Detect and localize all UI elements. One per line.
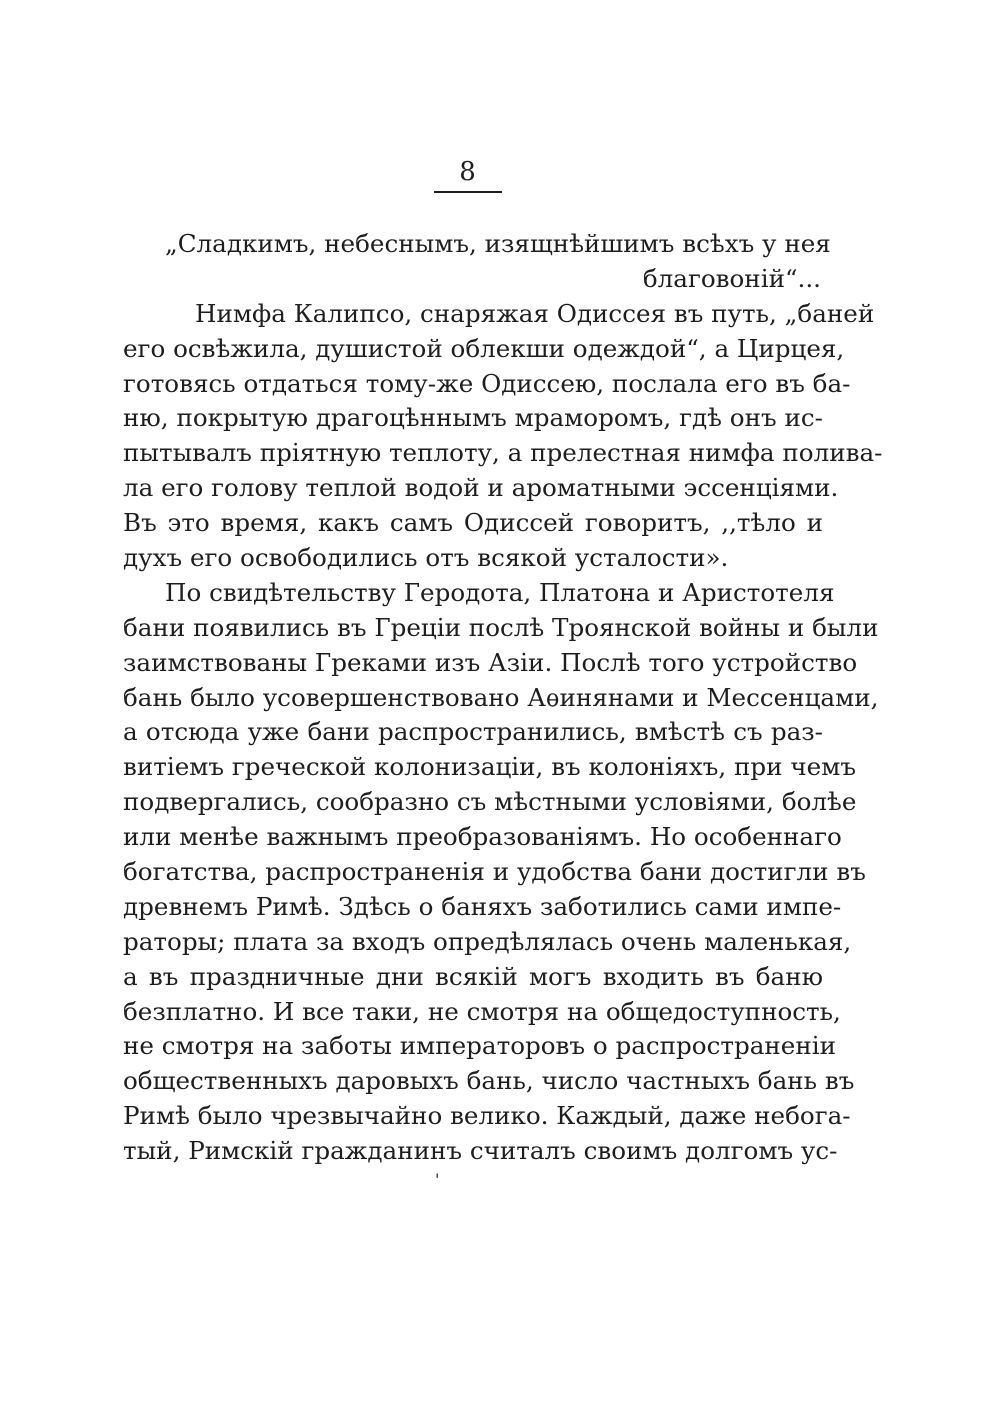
text-line: витіемъ греческой колонизаціи, въ колоніяхъ, при чемъ <box>123 752 856 782</box>
text-line: готовясь отдаться тому-же Одиссею, послала его въ ба- <box>123 368 851 398</box>
text-line: не смотря на заботы императоровъ о распространеніи <box>123 1031 836 1061</box>
page-number: 8 <box>459 157 476 187</box>
quote-line: „Сладкимъ, небеснымъ, изящнѣйшимъ всѣхъ у нея <box>165 229 831 258</box>
text-line: По свидѣтельству Геродота, Платона и Аристотеля <box>165 577 835 607</box>
text-line: тый, Римскій гражданинъ считалъ своимъ долгомъ ус- <box>123 1136 838 1166</box>
text-line: Римѣ было чрезвычайно велико. Каждый, даже небога- <box>123 1101 851 1131</box>
text-line: заимствованы Греками изъ Азіи. Послѣ того устройство <box>123 647 858 677</box>
text-line: бани появились въ Греціи послѣ Троянской войны и были <box>123 612 879 642</box>
text-line: раторы; плата за входъ опредѣлялась очень маленькая, <box>123 926 852 956</box>
text-line: безплатно. И все таки, не смотря на общедоступность, <box>123 996 841 1026</box>
text-line: общественныхъ даровыхъ бань, число частныхъ бань въ <box>123 1066 855 1096</box>
text-line: древнемъ Римѣ. Здѣсь о баняхъ заботились сами импе- <box>123 891 842 921</box>
stray-mark: ' <box>435 1170 440 1189</box>
quote-line-end: благовоній“... <box>642 263 821 293</box>
text-line: а отсюда уже бани распространились, вмѣстѣ съ раз- <box>123 717 823 747</box>
text-line: подвергались, сообразно съ мѣстными условіями, болѣе <box>123 787 857 817</box>
text-line: а въ праздничные дни всякій могъ входить въ баню <box>123 961 823 991</box>
text-line: пытывалъ пріятную теплоту, а прелестная нимфа полива- <box>123 438 883 468</box>
body-text <box>123 227 883 1169</box>
text-line: ла его голову теплой водой и ароматными эссенціями. <box>123 473 839 503</box>
text-line: духъ его освободились отъ всякой усталости». <box>123 543 729 573</box>
text-line: его освѣжила, душистой облекши одеждой“, а Цирцея, <box>123 333 845 363</box>
text-line: Нимфа Калипсо, снаряжая Одиссея въ путь, „баней <box>195 298 875 328</box>
page-number-underline <box>434 191 502 193</box>
text-line: богатства, распространенія и удобства бани достигли въ <box>123 857 866 887</box>
text-line: бань было усовершенствовано Аѳинянами и Мессенцами, <box>123 682 879 712</box>
text-line: или менѣе важнымъ преобразованіямъ. Но особеннаго <box>123 822 842 852</box>
text-line: ню, покрытую драгоцѣннымъ мраморомъ, гдѣ онъ ис- <box>123 403 823 433</box>
text-line: Въ это время, какъ самъ Одиссей говоритъ, ,,тѣло и <box>123 508 823 538</box>
